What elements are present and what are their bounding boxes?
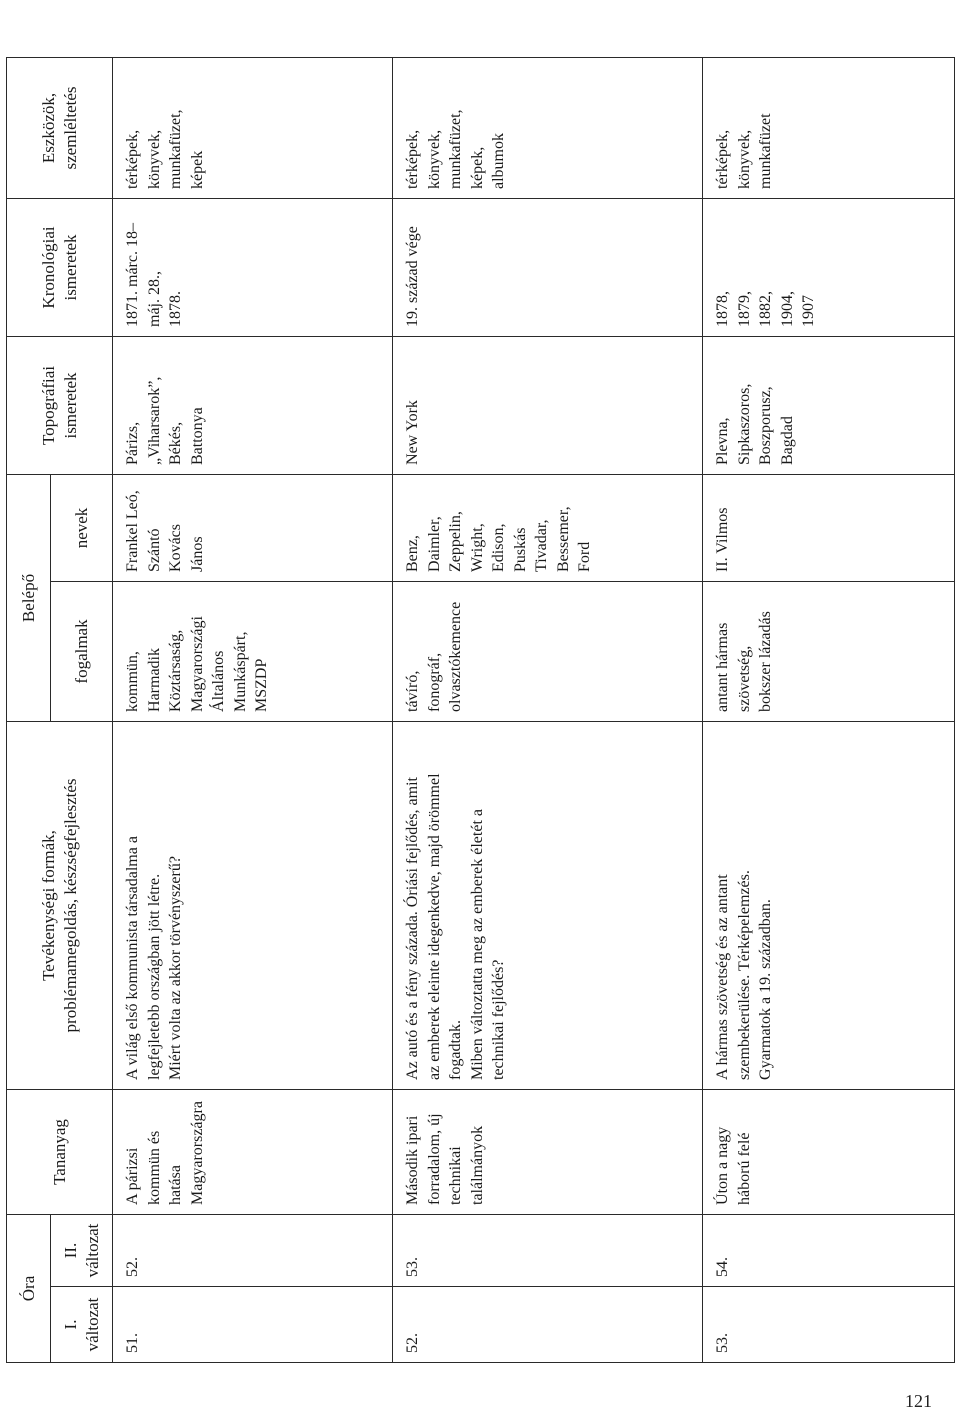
cell-kronologia: 19. század vége [393,198,703,336]
page-number: 121 [905,1391,932,1411]
cell-topografia: Plevna, Sipkaszoros, Boszporusz, Bagdad [703,336,955,474]
cell-fogalmak: távíró, fonográf, olvasztókemence [393,581,703,721]
cell-valtozat-2: 54. [703,1214,955,1286]
header-eszkozok-szemleltetes: Eszközök, szemléltetés [7,57,113,198]
cell-tananyag: A párizsi kommün és hatása Magyarországra [113,1089,393,1214]
header-belepo: Belépő [7,474,51,721]
lesson-plan-table [6,57,955,1363]
cell-fogalmak: antant hármas szövetség, bokszer lázadás [703,581,955,721]
cell-valtozat-1: 53. [703,1287,955,1363]
cell-nevek: II. Vilmos [703,474,955,581]
cell-eszkozok: térképek, könyvek, munkafüzet, képek [113,57,393,198]
cell-valtozat-1: 52. [393,1287,703,1363]
cell-topografia: New York [393,336,703,474]
table-row [703,57,955,1362]
cell-nevek: Benz, Daimler, Zeppelin, Wright, Edison, Puskás Tivadar, Bessemer, Ford [393,474,703,581]
cell-valtozat-2: 52. [113,1214,393,1286]
cell-tananyag: Úton a nagy háború felé [703,1089,955,1214]
cell-topografia: Párizs, „Viharsarok”, Békés, Battonya [113,336,393,474]
header-fogalmak: fogalmak [51,581,113,721]
header-topografiai-ismeretek: Topográfiai ismeretek [7,336,113,474]
header-valtozat-1: I. változat [51,1287,113,1363]
cell-eszkozok: térképek, könyvek, munkafüzet [703,57,955,198]
cell-valtozat-2: 53. [393,1214,703,1286]
header-valtozat-2: II. változat [51,1214,113,1286]
cell-valtozat-1: 51. [113,1287,393,1363]
header-kronologiai-ismeretek: Kronológiai ismeretek [7,198,113,336]
cell-tevekenyseg: A világ első kommunista társadalma a legfejletebb országban jött létre. Miért volta az akkor törvényszerű? [113,721,393,1089]
cell-eszkozok: térképek, könyvek, munkafüzet, képek, albumok [393,57,703,198]
header-nevek: nevek [51,474,113,581]
cell-kronologia: 1871. márc. 18– máj. 28., 1878. [113,198,393,336]
cell-tevekenyseg: A hármas szövetség és az antant szembekerülése. Térképelemzés. Gyarmatok a 19. században. [703,721,955,1089]
cell-nevek: Frankel Leó, Szántó Kovács János [113,474,393,581]
cell-tananyag: Második ipari forradalom, új technikai találmányok [393,1089,703,1214]
cell-tevekenyseg: Az autó és a fény százada. Óriási fejlődés, amit az emberek eleinte idegenkedve, majd örömmel fogadtak. Miben változtatta meg az emberek életét a technikai fejlődés? [393,721,703,1089]
header-tevekenysegi-formak: Tevékenységi formák, problémamegoldás, készségfejlesztés [7,721,113,1089]
header-tananyag: Tananyag [7,1089,113,1214]
cell-kronologia: 1878, 1879, 1882, 1904, 1907 [703,198,955,336]
header-ora: Óra [7,1214,51,1362]
cell-fogalmak: kommün, Harmadik Köztársaság, Magyarországi Általános Munkáspárt, MSZDP [113,581,393,721]
table-row [113,57,393,1362]
table-row [393,57,703,1362]
